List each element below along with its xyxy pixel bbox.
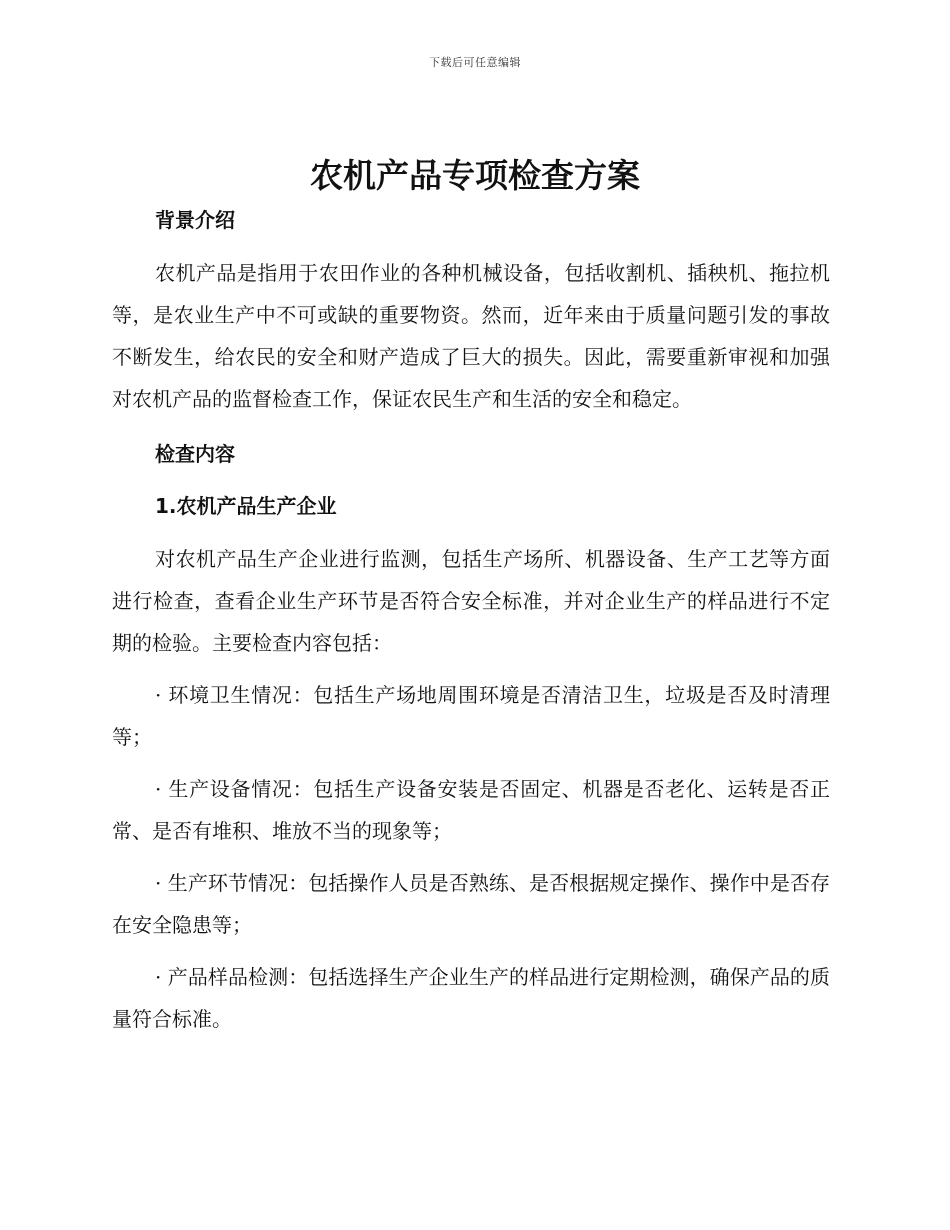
list-item-environment: · 环境卫生情况：包括生产场地周围环境是否清洁卫生，垃圾是否及时清理等； [112,683,830,749]
document-title: 农机产品专项检查方案 [310,156,640,195]
section-heading-background: 背景介绍 [155,208,235,232]
list-item-sample-testing: · 产品样品检测：包括选择生产企业生产的样品进行定期检测，确保产品的质量符合标准。 [112,965,830,1031]
inspection-paragraph: 对农机产品生产企业进行监测，包括生产场所、机器设备、生产工艺等方面进行检查，查看企业生产环节是否符合安全标准，并对企业生产的样品进行不定期的检验。主要检查内容包括： [112,547,830,655]
subheading-manufacturers: 1.农机产品生产企业 [155,494,337,518]
list-item-equipment: · 生产设备情况：包括生产设备安装是否固定、机器是否老化、运转是否正常、是否有堆积、堆放不当的现象等； [112,777,830,843]
header-note: 下载后可任意编辑 [429,56,521,69]
document-body [112,200,830,1040]
list-item-process: · 生产环节情况：包括操作人员是否熟练、是否根据规定操作、操作中是否存在安全隐患等； [112,871,830,937]
section-heading-inspection: 检查内容 [155,442,235,466]
background-paragraph: 农机产品是指用于农田作业的各种机械设备，包括收割机、插秧机、拖拉机等，是农业生产中不可或缺的重要物资。然而，近年来由于质量问题引发的事故不断发生，给农民的安全和财产造成了巨大的损失。因此，需要重新审视和加强对农机产品的监督检查工作，保证农民生产和生活的安全和稳定。 [112,261,830,411]
